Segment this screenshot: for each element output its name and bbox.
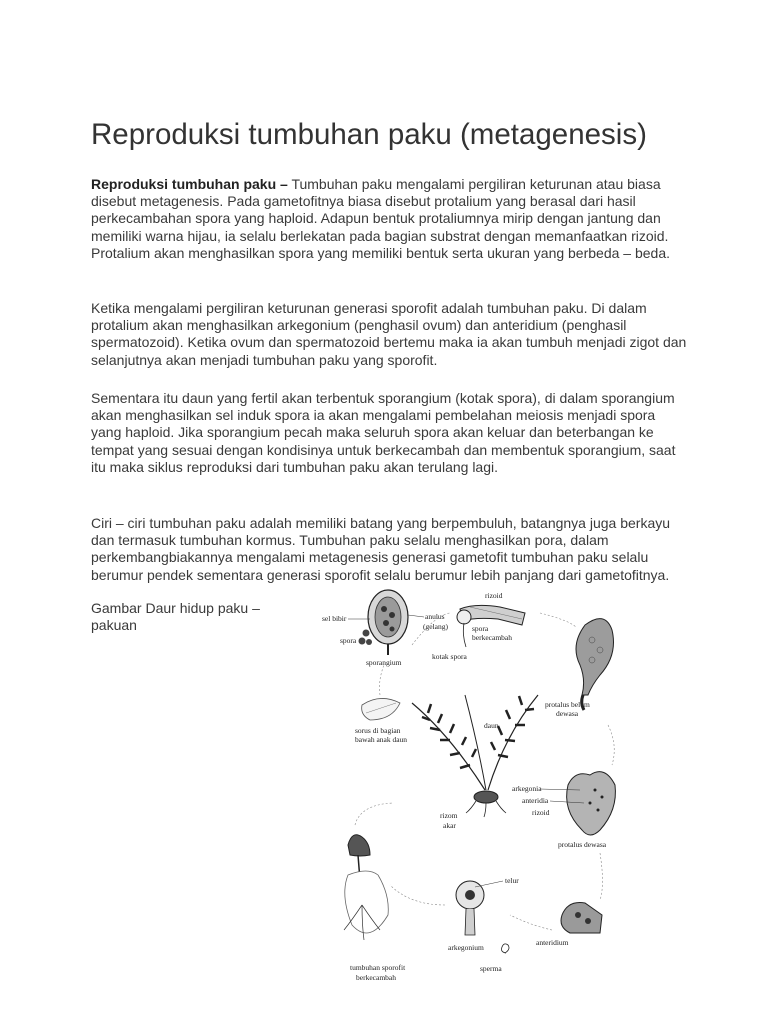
- label-berkecambah: berkecambah: [472, 633, 512, 642]
- fern-plant-illustration: [412, 695, 538, 817]
- paragraph-2: Ketika mengalami pergiliran keturunan generasi sporofit adalah tumbuhan paku. Di dalam protalium akan menghasilkan arkegonium (penghasil ovum) dan anteridium (penghasil spermatozoid). Ketika ovum dan spermatozoid bertemu maka ia akan tumbuh menjadi zigot dan selanjutnya akan menjadi tumbuhan paku yang sporofit.: [91, 300, 687, 368]
- label-telur: telur: [505, 876, 519, 885]
- label-protalus-belum: protalus belum: [545, 700, 590, 709]
- fern-life-cycle-figure: [300, 585, 660, 995]
- label-dewasa: dewasa: [556, 709, 579, 718]
- paragraph-3: Sementara itu daun yang fertil akan terbentuk sporangium (kotak spora), di dalam sporangium akan menghasilkan sel induk spora ia akan mengalami pembelahan meiosis menjadi spora yang haploid. Jika sporangium pecah maka seluruh spora akan keluar dan beterbangan ke tempat yang sesuai dengan kondisinya untuk berkecambah dan membentuk sporangium, saat itu maka siklus reproduksi dari tumbuhan paku akan terulang lagi.: [91, 390, 676, 475]
- label-sporangium: sporangium: [366, 658, 402, 667]
- label-spora: spora: [340, 636, 357, 645]
- label-anteridia: anteridia: [522, 796, 549, 805]
- mature-prothallus-illustration: [567, 772, 616, 835]
- label-kotak-spora: kotak spora: [432, 652, 467, 661]
- young-sporophyte-illustration: [344, 835, 388, 940]
- label-anulus: anulus: [425, 612, 445, 621]
- label-rizoid-top: rizoid: [485, 591, 503, 600]
- label-akar: akar: [443, 821, 456, 830]
- label-berkecambah-2: berkecambah: [356, 973, 396, 982]
- label-tumbuhan-sporofit: tumbuhan sporofit: [350, 963, 406, 972]
- paragraph-1-lead: Reproduksi tumbuhan paku –: [91, 176, 288, 192]
- label-sperma: sperma: [480, 964, 502, 973]
- label-sel-bibir: sel bibir: [322, 614, 347, 623]
- page-title: Reproduksi tumbuhan paku (metagenesis): [91, 118, 647, 151]
- label-sorus: sorus di bagian: [355, 726, 401, 735]
- label-rizoid: rizoid: [532, 808, 550, 817]
- label-anteridium: anteridium: [536, 938, 569, 947]
- figure-caption: Gambar Daur hidup paku – pakuan: [91, 600, 260, 634]
- sporangium-illustration: [359, 590, 409, 655]
- label-arkegonia: arkegonia: [512, 784, 542, 793]
- label-arkegonium: arkegonium: [448, 943, 484, 952]
- label-protalus-dewasa: protalus dewasa: [558, 840, 607, 849]
- label-gelang: (gelang): [423, 622, 448, 631]
- paragraph-1: [91, 176, 687, 262]
- label-spora-2: spora: [472, 624, 489, 633]
- antheridium-illustration: [561, 903, 602, 934]
- paragraph-1-text: Tumbuhan paku mengalami pergiliran keturunan atau biasa disebut metagenesis. Pada gametofitnya biasa disebut protalium yang berasal dari hasil perkecambahan spora yang haploid. Adapun bentuk protaliumnya mirip dengan jantung dan memiliki warna hijau, ia selalu berlekatan pada bagian substrat dengan memanfaatkan rizoid. Protalium akan menghasilkan spora yang memiliki bentuk serta ukuran yang berbeda – beda.: [91, 176, 671, 261]
- label-daun: daun: [484, 721, 499, 730]
- label-rizom: rizom: [440, 811, 458, 820]
- paragraph-4: Ciri – ciri tumbuhan paku adalah memiliki batang yang berpembuluh, batangnya juga berkayu dan termasuk tumbuhan kormus. Tumbuhan paku selalu menghasilkan pora, dalam perkembangbiakannya mengalami metagenesis generasi gametofit tumbuhan paku selalu berumur pendek sementara generasi sporofit selalu berumur lebih panjang dari gametofitnya.: [91, 515, 671, 583]
- sorus-leaflet-illustration: [362, 698, 400, 720]
- young-prothallus-illustration: [576, 619, 614, 710]
- label-bawah-anak-daun: bawah anak daun: [355, 735, 408, 744]
